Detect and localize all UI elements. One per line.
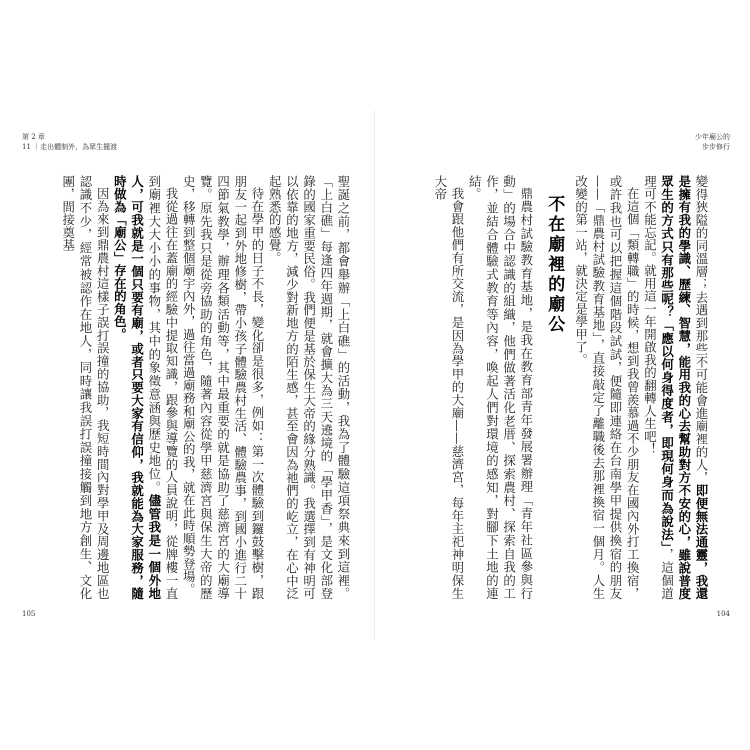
bold-emphasis: 即便無法通靈，我還是擁有我的學識、歷練、智慧，能用我的心去幫助對方不安的心，雖說普度眾生的方式只有那些呢？「應以何身得度者，即現何身而為說法」 xyxy=(659,175,709,600)
running-head-chapter: 第 2 章 xyxy=(22,133,45,141)
paragraph xyxy=(111,175,180,600)
right-page-body xyxy=(415,175,710,600)
paragraph-text: 我從過往在蓋廟的經驗中提取知識，跟參與導覽的人員說明，從牌樓一直到廟裡大大小小的事物，其中的象徵意涵與歷史地位。 xyxy=(146,175,179,600)
section-heading: 不在廟裡的廟公 xyxy=(544,195,565,336)
running-head-chapter-title: 11 ｜走出體制外，為眾生擺渡 xyxy=(22,143,118,151)
paragraph-text: ，這個道理可不能忘記。就用這一年開啟我的翻轉人生吧！ xyxy=(642,175,675,600)
paragraph: 因為來到鼎農村這樣子誤打誤撞的協助，我短時間內對學甲及周邊地區也認識不少，經常被認作在地人，同時讓我誤打誤撞接觸到地方創生、文化團，間接奠基 xyxy=(60,175,111,600)
bold-emphasis: 儘管我是一個外地人，可我就是一個只要有廟，或者只要大家有信仰，我就能為大家服務，隨時做為「廟公」存在的角色。 xyxy=(112,175,162,600)
paragraph: 聖誕之前，都會舉辦「上白礁」的活動，我為了體驗這項祭典來到這裡。「上白礁」每逢四年週期，就會擴大為三天遶境的「學甲香」，是文化部登錄的國家重要民俗。我們便是基於保生大帝的緣分熟識。我選擇到有神明可以依靠的地方，減少對新地方的陌生感，甚至會因為祂們的屹立，在心中泛起熟悉的感覺。 xyxy=(267,175,351,600)
paragraph: 我會跟他們有所交流，是因為學甲的大廟——慈濟宮，每年主祀神明保生大帝 xyxy=(432,175,465,600)
running-head-book-subtitle: 步步修行 xyxy=(702,143,730,151)
left-page-body xyxy=(40,175,352,600)
paragraph: 待在學甲的日子不長，變化卻是很多，例如：第一次體驗到鑼鼓擊樹，跟朋友一起到外地修樹，帶小孩子體驗農村生活、體驗農事，到國小進行二十四節氣教學，辦理各類活動等，其中最重要的就是協助了慈濟宮的大廟導覽。原先我只是從旁協助的角色，隨著內容從學甲慈濟宮與保生大帝的歷史，移轉到整個廟宇內外，過往當過廟務和廟公的我，就在此時順勢登場。 xyxy=(181,175,265,600)
paragraph: 鼎農村試驗教育基地，是我在教育部青年發展署辦理「青年社區參與行動」的場合中認識的組織，他們做著活化老厝、探索農村、探索自我的工作，並結合體驗式教育等內容，喚起人們對環境的感知，對腳下土地的連結。 xyxy=(467,175,534,600)
paragraph: 在這個「類轉職」的時候，想到我曾羨慕過不少朋友在國內外打工換宿，或許我也可以把握這個階段試試，便隨即連絡在台南學甲提供換宿的朋友——「鼎農村試驗教育基地」，直接敲定了離職後去那裡換宿一個月。人生改變的第一站，就決定是學甲了。 xyxy=(573,175,641,600)
paragraph-text: 變得狹隘的同溫層；去遇到那些不可能會進廟裡的人， xyxy=(694,175,709,485)
page-number-right: 104 xyxy=(716,610,730,618)
paragraph xyxy=(641,175,710,600)
running-head-book-title: 少年廟公的 xyxy=(695,133,730,141)
right-page xyxy=(375,0,750,750)
page-number-left: 105 xyxy=(22,610,36,618)
